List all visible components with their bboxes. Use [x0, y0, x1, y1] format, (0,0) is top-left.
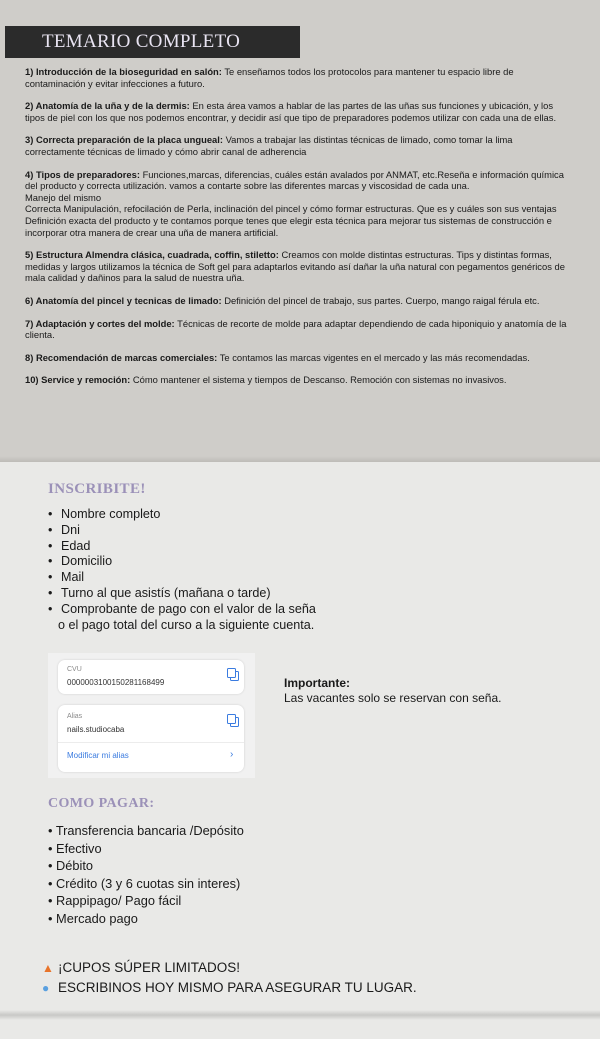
syllabus-item-title: 7) Adaptación y cortes del molde: — [25, 317, 175, 329]
syllabus-item — [25, 352, 575, 364]
syllabus-item-text: Definición del pincel de trabajo, sus partes. Cuerpo, mango raigal férula etc. — [221, 294, 540, 306]
list-item: • Comprobante de pago con el valor de la seña — [48, 602, 316, 618]
speech-bubble-icon: ● — [42, 981, 50, 995]
syllabus-item — [25, 100, 575, 123]
cvu-value: 0000003100150281168499 — [67, 678, 165, 687]
syllabus-item-title: 10) Service y remoción: — [25, 374, 131, 386]
alias-label: Alias — [67, 713, 83, 720]
bank-account-box — [48, 653, 255, 778]
syllabus-item-text: En esta área vamos a hablar de las partes de las uñas sus funciones y ubicación, y los tipos de piel con los que nos podemos encontrar, y decidir así que tipo de preparadores podemos utilizar con cada una de ellas. — [25, 100, 557, 123]
alias-card — [58, 705, 244, 772]
syllabus-item-title: 3) Correcta preparación de la placa ungueal: — [25, 134, 223, 146]
modify-alias-link[interactable]: Modificar mi alias — [67, 751, 129, 760]
copy-icon[interactable] — [230, 717, 239, 727]
list-item: • Transferencia bancaria /Depósito — [48, 822, 244, 840]
syllabus-item — [25, 134, 575, 157]
syllabus-item-title: 2) Anatomía de la uña y de la dermis: — [25, 100, 190, 112]
alias-value: nails.studiocaba — [67, 725, 125, 734]
list-item: • Mail — [48, 570, 316, 586]
signup-title: INSCRIBITE! — [48, 481, 146, 497]
cta-line-2: ESCRIBINOS HOY MISMO PARA ASEGURAR TU LUGAR. — [58, 980, 417, 995]
list-item: • Turno al que asistís (mañana o tarde) — [48, 586, 316, 602]
list-item: • Nombre completo — [48, 507, 316, 523]
bottom-shadow — [0, 1010, 600, 1020]
syllabus-item-title: 5) Estructura Almendra clásica, cuadrada, coffin, stiletto: — [25, 249, 279, 261]
important-text: Las vacantes solo se reservan con seña. — [284, 691, 502, 705]
syllabus-item-text: Vamos a trabajar las distintas técnicas de limado, como tomar la lima correctamente técnicas de limado y cómo abrir canal de adherencia — [25, 134, 513, 157]
syllabus-item-title: 1) Introducción de la bioseguridad en salón: — [25, 66, 222, 77]
syllabus-item-text: Cómo mantener el sistema y tiempos de Descanso. Remoción con sistemas no invasivos. — [130, 374, 507, 386]
syllabus-item-title: 4) Tipos de preparadores: — [25, 168, 140, 180]
syllabus-item — [25, 295, 575, 307]
requirements-continuation: o el pago total del curso a la siguiente cuenta. — [58, 618, 315, 632]
chevron-right-icon[interactable]: › — [230, 749, 234, 760]
syllabus-item — [25, 318, 575, 341]
syllabus-item-extra: Manejo del mismo — [25, 191, 102, 203]
syllabus-item — [25, 66, 575, 89]
important-title: Importante: — [284, 676, 350, 690]
list-item: • Débito — [48, 857, 244, 875]
syllabus-item-extra: Correcta Manipulación, refocilación de Perla, inclinación del pincel y cómo formar estructuras. Que es y cuáles son sus ventajas — [25, 203, 557, 215]
syllabus-item-text: Técnicas de recorte de molde para adaptar dependiendo de cada hiponiquio y anatomía de la clienta. — [25, 317, 567, 341]
syllabus-item — [25, 249, 575, 284]
list-item: • Mercado pago — [48, 910, 244, 928]
important-note — [284, 676, 501, 706]
cta-line-1: ¡CUPOS SÚPER LIMITADOS! — [58, 960, 241, 975]
syllabus-item-text: Te enseñamos todos los protocolos para mantener tu espacio libre de contaminación y evitar infecciones a futuro. — [25, 66, 514, 89]
list-item: • Dni — [48, 523, 316, 539]
payment-list — [48, 822, 244, 928]
syllabus-list — [25, 66, 575, 386]
syllabus-item-text: Te contamos las marcas vigentes en el mercado y las más recomendadas. — [217, 351, 530, 363]
syllabus-item-title: 6) Anatomía del pincel y tecnicas de limado: — [25, 294, 222, 306]
divider — [58, 742, 244, 743]
syllabus-item-text: Creamos con molde distintas estructuras. Tips y distintas formas, medidas y largos utilizamos la técnica de Soft gel para adaptarlos evitando así dañar la uña natural con pegamentos genéricos de mala calidad y dañinos para la salud de nuestra uña. — [25, 249, 565, 284]
list-item: • Edad — [48, 539, 316, 555]
call-to-action — [42, 958, 417, 998]
list-item: • Rappipago/ Pago fácil — [48, 892, 244, 910]
syllabus-item-extra: Definición exacta del producto y te contamos porque tenes que elegir esta técnica para mejorar tus sistemas de construcción e incorporar otra manera de crear una uña de manera artificial. — [25, 214, 552, 238]
list-item: • Domicilio — [48, 554, 316, 570]
payment-title: COMO PAGAR: — [48, 796, 155, 811]
fire-icon: ▲ — [42, 961, 54, 975]
copy-icon[interactable] — [230, 671, 239, 681]
syllabus-item — [25, 169, 575, 239]
requirements-list — [48, 507, 316, 618]
cvu-card — [58, 660, 244, 694]
syllabus-item-text: Funciones,marcas, diferencias, cuáles están avalados por ANMAT, etc.Reseña e información química del producto y correcta utilización. vamos a contarte sobre las diferentes marcas y viscosidad de cada una. — [25, 168, 564, 192]
syllabus-item-title: 8) Recomendación de marcas comerciales: — [25, 351, 218, 363]
cvu-label: CVU — [67, 666, 82, 673]
page-title: TEMARIO COMPLETO — [42, 31, 241, 52]
list-item: • Efectivo — [48, 840, 244, 858]
syllabus-item — [25, 374, 575, 386]
list-item: • Crédito (3 y 6 cuotas sin interes) — [48, 875, 244, 893]
